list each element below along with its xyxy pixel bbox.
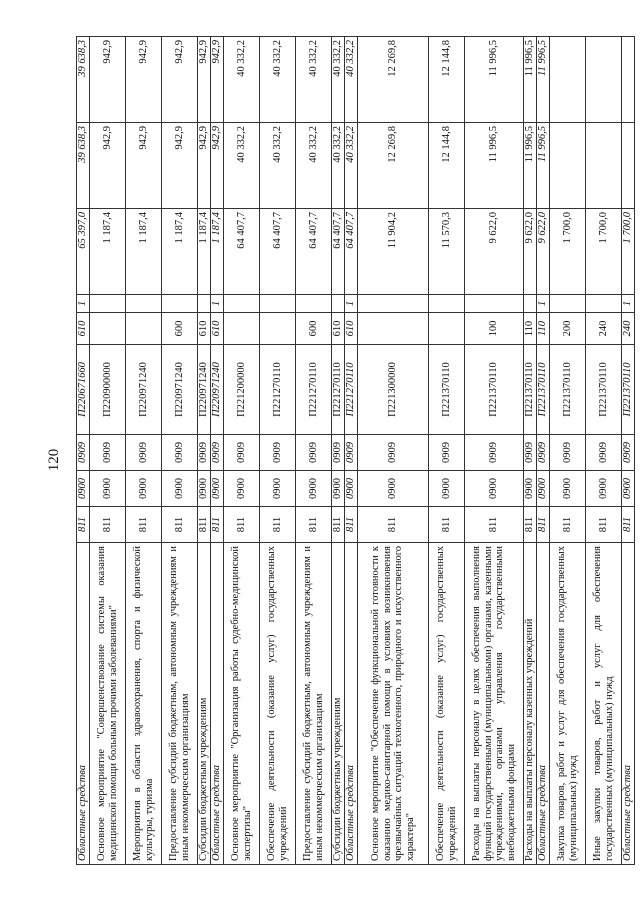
amount-year-1: 1 187,4 [211,209,224,295]
subsection-code: 0909 [524,435,537,471]
source-code [162,295,198,313]
subsection-code: 0909 [77,435,90,471]
amount-year-2: 40 332,2 [332,123,345,209]
expense-type-code: 610 [332,313,345,345]
row-description: Мероприятия в области здравоохранения, спорта и физической культуры, туризма [126,543,162,865]
amount-year-2: 942,9 [126,123,162,209]
target-article-code: П220900000 [90,345,126,435]
target-article-code: П220971240 [162,345,198,435]
amount-year-2 [586,123,622,209]
admin-code: 811 [162,507,198,543]
section-code: 0900 [537,471,550,507]
table-row [345,37,358,865]
expense-type-code [429,313,465,345]
section-code: 0900 [224,471,260,507]
subsection-code: 0909 [537,435,550,471]
subsection-code: 0909 [332,435,345,471]
expense-type-code: 240 [622,313,635,345]
target-article-code: П220971240 [126,345,162,435]
source-code [524,295,537,313]
source-code: 1 [345,295,358,313]
row-description: Обеспечение деятельности (оказание услуг) государственных учреждений [429,543,465,865]
row-description: Иные закупки товаров, работ и услуг для обеспечения государственных (муниципальных) нужд [586,543,622,865]
target-article-code: П221370110 [524,345,537,435]
row-description: Субсидии бюджетным учреждениям [198,543,211,865]
subsection-code: 0909 [126,435,162,471]
amount-year-3: 12 144,8 [429,37,465,123]
amount-year-2: 40 332,2 [345,123,358,209]
target-article-code: П221370110 [537,345,550,435]
target-article-code: П221270110 [296,345,332,435]
source-code: 1 [211,295,224,313]
target-article-code: П221270110 [260,345,296,435]
subsection-code: 0909 [90,435,126,471]
table-row [224,37,260,865]
admin-code: 811 [224,507,260,543]
amount-year-3: 942,9 [198,37,211,123]
amount-year-1: 1 700,0 [550,209,586,295]
table-row [332,37,345,865]
source-code [550,295,586,313]
admin-code: 811 [126,507,162,543]
section-code: 0900 [77,471,90,507]
row-description: Областные средства [345,543,358,865]
section-code: 0900 [211,471,224,507]
amount-year-1: 64 407,7 [296,209,332,295]
amount-year-3: 11 996,5 [537,37,550,123]
table-row [622,37,635,865]
amount-year-3: 40 332,2 [345,37,358,123]
row-description: Расходы на выплаты персоналу в целях обеспечения выполнения функций государственными (муниципальными) органами, казенными учреждениями, органами управления государственными внебюджетными фондами [465,543,524,865]
admin-code: 811 [358,507,429,543]
table-row [296,37,332,865]
amount-year-1: 64 407,7 [332,209,345,295]
target-article-code: П221270110 [345,345,358,435]
amount-year-2: 11 996,5 [537,123,550,209]
row-description: Областные средства [537,543,550,865]
section-code: 0900 [126,471,162,507]
target-article-code: П221370110 [429,345,465,435]
subsection-code: 0909 [429,435,465,471]
amount-year-1: 1 187,4 [90,209,126,295]
source-code [90,295,126,313]
table-row [550,37,586,865]
subsection-code: 0909 [162,435,198,471]
amount-year-2: 12 144,8 [429,123,465,209]
expense-type-code [90,313,126,345]
amount-year-1: 11 570,3 [429,209,465,295]
amount-year-1: 11 904,2 [358,209,429,295]
expense-type-code: 100 [465,313,524,345]
source-code [224,295,260,313]
source-code [296,295,332,313]
subsection-code: 0909 [550,435,586,471]
target-article-code: П221200000 [224,345,260,435]
table-row [429,37,465,865]
amount-year-3: 40 332,2 [332,37,345,123]
expense-type-code: 610 [198,313,211,345]
amount-year-1: 1 700,0 [622,209,635,295]
amount-year-2: 40 332,2 [296,123,332,209]
subsection-code: 0909 [198,435,211,471]
amount-year-3: 39 638,3 [77,37,90,123]
row-description: Областные средства [77,543,90,865]
table-row [524,37,537,865]
target-article-code: П220971240 [211,345,224,435]
subsection-code: 0909 [345,435,358,471]
amount-year-1: 9 622,0 [537,209,550,295]
amount-year-1: 64 407,7 [224,209,260,295]
subsection-code: 0909 [465,435,524,471]
amount-year-1: 65 397,0 [77,209,90,295]
amount-year-3: 40 332,2 [260,37,296,123]
amount-year-2: 40 332,2 [224,123,260,209]
expense-type-code: 240 [586,313,622,345]
amount-year-3 [550,37,586,123]
row-description: Субсидии бюджетным учреждениям [332,543,345,865]
target-article-code: П221370110 [586,345,622,435]
table-row [90,37,126,865]
expense-type-code: 610 [345,313,358,345]
amount-year-2: 11 996,5 [524,123,537,209]
subsection-code: 0909 [586,435,622,471]
source-code [586,295,622,313]
section-code: 0900 [465,471,524,507]
expense-type-code [260,313,296,345]
source-code [126,295,162,313]
section-code: 0900 [198,471,211,507]
admin-code: 811 [550,507,586,543]
target-article-code: П221300000 [358,345,429,435]
source-code [198,295,211,313]
amount-year-3: 942,9 [211,37,224,123]
table-row [211,37,224,865]
source-code [358,295,429,313]
row-description: Предоставление субсидий бюджетным, автономным учреждениям и иным некоммерческим организациям [296,543,332,865]
amount-year-1: 1 187,4 [162,209,198,295]
table-row [162,37,198,865]
amount-year-1: 1 187,4 [126,209,162,295]
admin-code: 811 [586,507,622,543]
section-code: 0900 [260,471,296,507]
section-code: 0900 [429,471,465,507]
admin-code: 811 [211,507,224,543]
row-description: Закупка товаров, работ и услуг для обеспечения государственных (муниципальных) нужд [550,543,586,865]
amount-year-1: 64 407,7 [260,209,296,295]
table-row [465,37,524,865]
target-article-code: П221370110 [465,345,524,435]
subsection-code: 0909 [296,435,332,471]
row-description: Расходы на выплаты персоналу казенных учреждений [524,543,537,865]
subsection-code: 0909 [211,435,224,471]
section-code: 0900 [358,471,429,507]
amount-year-2: 12 269,8 [358,123,429,209]
table-row [537,37,550,865]
amount-year-3: 11 996,5 [465,37,524,123]
budget-table-rotated [76,37,634,865]
source-code [465,295,524,313]
table-row [77,37,90,865]
amount-year-1: 9 622,0 [465,209,524,295]
amount-year-3: 942,9 [126,37,162,123]
page-number: 120 [46,448,62,472]
amount-year-2: 40 332,2 [260,123,296,209]
amount-year-2 [550,123,586,209]
row-description: Основное мероприятие "Совершенствование системы оказания медицинской помощи больным прочими заболеваниями" [90,543,126,865]
amount-year-1: 1 187,4 [198,209,211,295]
amount-year-2: 39 638,3 [77,123,90,209]
admin-code: 811 [198,507,211,543]
amount-year-1: 9 622,0 [524,209,537,295]
expense-type-code: 600 [296,313,332,345]
row-description: Областные средства [622,543,635,865]
source-code [332,295,345,313]
admin-code: 811 [332,507,345,543]
source-code: 1 [77,295,90,313]
target-article-code: П220671660 [77,345,90,435]
subsection-code: 0909 [622,435,635,471]
target-article-code: П221370110 [550,345,586,435]
amount-year-1: 64 407,7 [345,209,358,295]
amount-year-3: 12 269,8 [358,37,429,123]
table-row [586,37,622,865]
section-code: 0900 [622,471,635,507]
row-description: Предоставление субсидий бюджетным, автономным учреждениям и иным некоммерческим организациям [162,543,198,865]
expense-type-code: 110 [524,313,537,345]
table-row [358,37,429,865]
expense-type-code: 200 [550,313,586,345]
row-description: Обеспечение деятельности (оказание услуг) государственных учреждений [260,543,296,865]
section-code: 0900 [90,471,126,507]
amount-year-3: 942,9 [90,37,126,123]
expense-type-code [358,313,429,345]
section-code: 0900 [162,471,198,507]
amount-year-3: 40 332,2 [224,37,260,123]
table-row [126,37,162,865]
table-row [260,37,296,865]
table-row [198,37,211,865]
source-code [260,295,296,313]
amount-year-1: 1 700,0 [586,209,622,295]
amount-year-2: 942,9 [198,123,211,209]
row-description: Основное мероприятие "Организация работы судебно-медицинской экспертизы" [224,543,260,865]
amount-year-2: 942,9 [162,123,198,209]
expense-type-code [126,313,162,345]
target-article-code: П221370110 [622,345,635,435]
amount-year-2: 942,9 [90,123,126,209]
admin-code: 811 [77,507,90,543]
amount-year-3 [586,37,622,123]
amount-year-3 [622,37,635,123]
expense-type-code: 610 [77,313,90,345]
admin-code: 811 [537,507,550,543]
admin-code: 811 [524,507,537,543]
amount-year-2: 11 996,5 [465,123,524,209]
section-code: 0900 [586,471,622,507]
expense-type-code: 600 [162,313,198,345]
amount-year-2 [622,123,635,209]
source-code [429,295,465,313]
section-code: 0900 [296,471,332,507]
admin-code: 811 [260,507,296,543]
target-article-code: П220971240 [198,345,211,435]
admin-code: 811 [465,507,524,543]
amount-year-3: 40 332,2 [296,37,332,123]
amount-year-2: 942,9 [211,123,224,209]
row-description: Основное мероприятие "Обеспечение функциональной готовности к оказанию медико-санитарной помощи в условиях возникновения чрезвычайных ситуаций техногенного, природного и искусственного характера" [358,543,429,865]
section-code: 0900 [524,471,537,507]
subsection-code: 0909 [358,435,429,471]
expense-type-code: 110 [537,313,550,345]
admin-code: 811 [429,507,465,543]
target-article-code: П221270110 [332,345,345,435]
row-description: Областные средства [211,543,224,865]
section-code: 0900 [550,471,586,507]
amount-year-3: 11 996,5 [524,37,537,123]
budget-table [76,36,635,865]
amount-year-3: 942,9 [162,37,198,123]
admin-code: 811 [90,507,126,543]
section-code: 0900 [332,471,345,507]
admin-code: 811 [622,507,635,543]
subsection-code: 0909 [224,435,260,471]
subsection-code: 0909 [260,435,296,471]
admin-code: 811 [345,507,358,543]
section-code: 0900 [345,471,358,507]
expense-type-code: 610 [211,313,224,345]
source-code: 1 [537,295,550,313]
expense-type-code [224,313,260,345]
admin-code: 811 [296,507,332,543]
source-code: 1 [622,295,635,313]
